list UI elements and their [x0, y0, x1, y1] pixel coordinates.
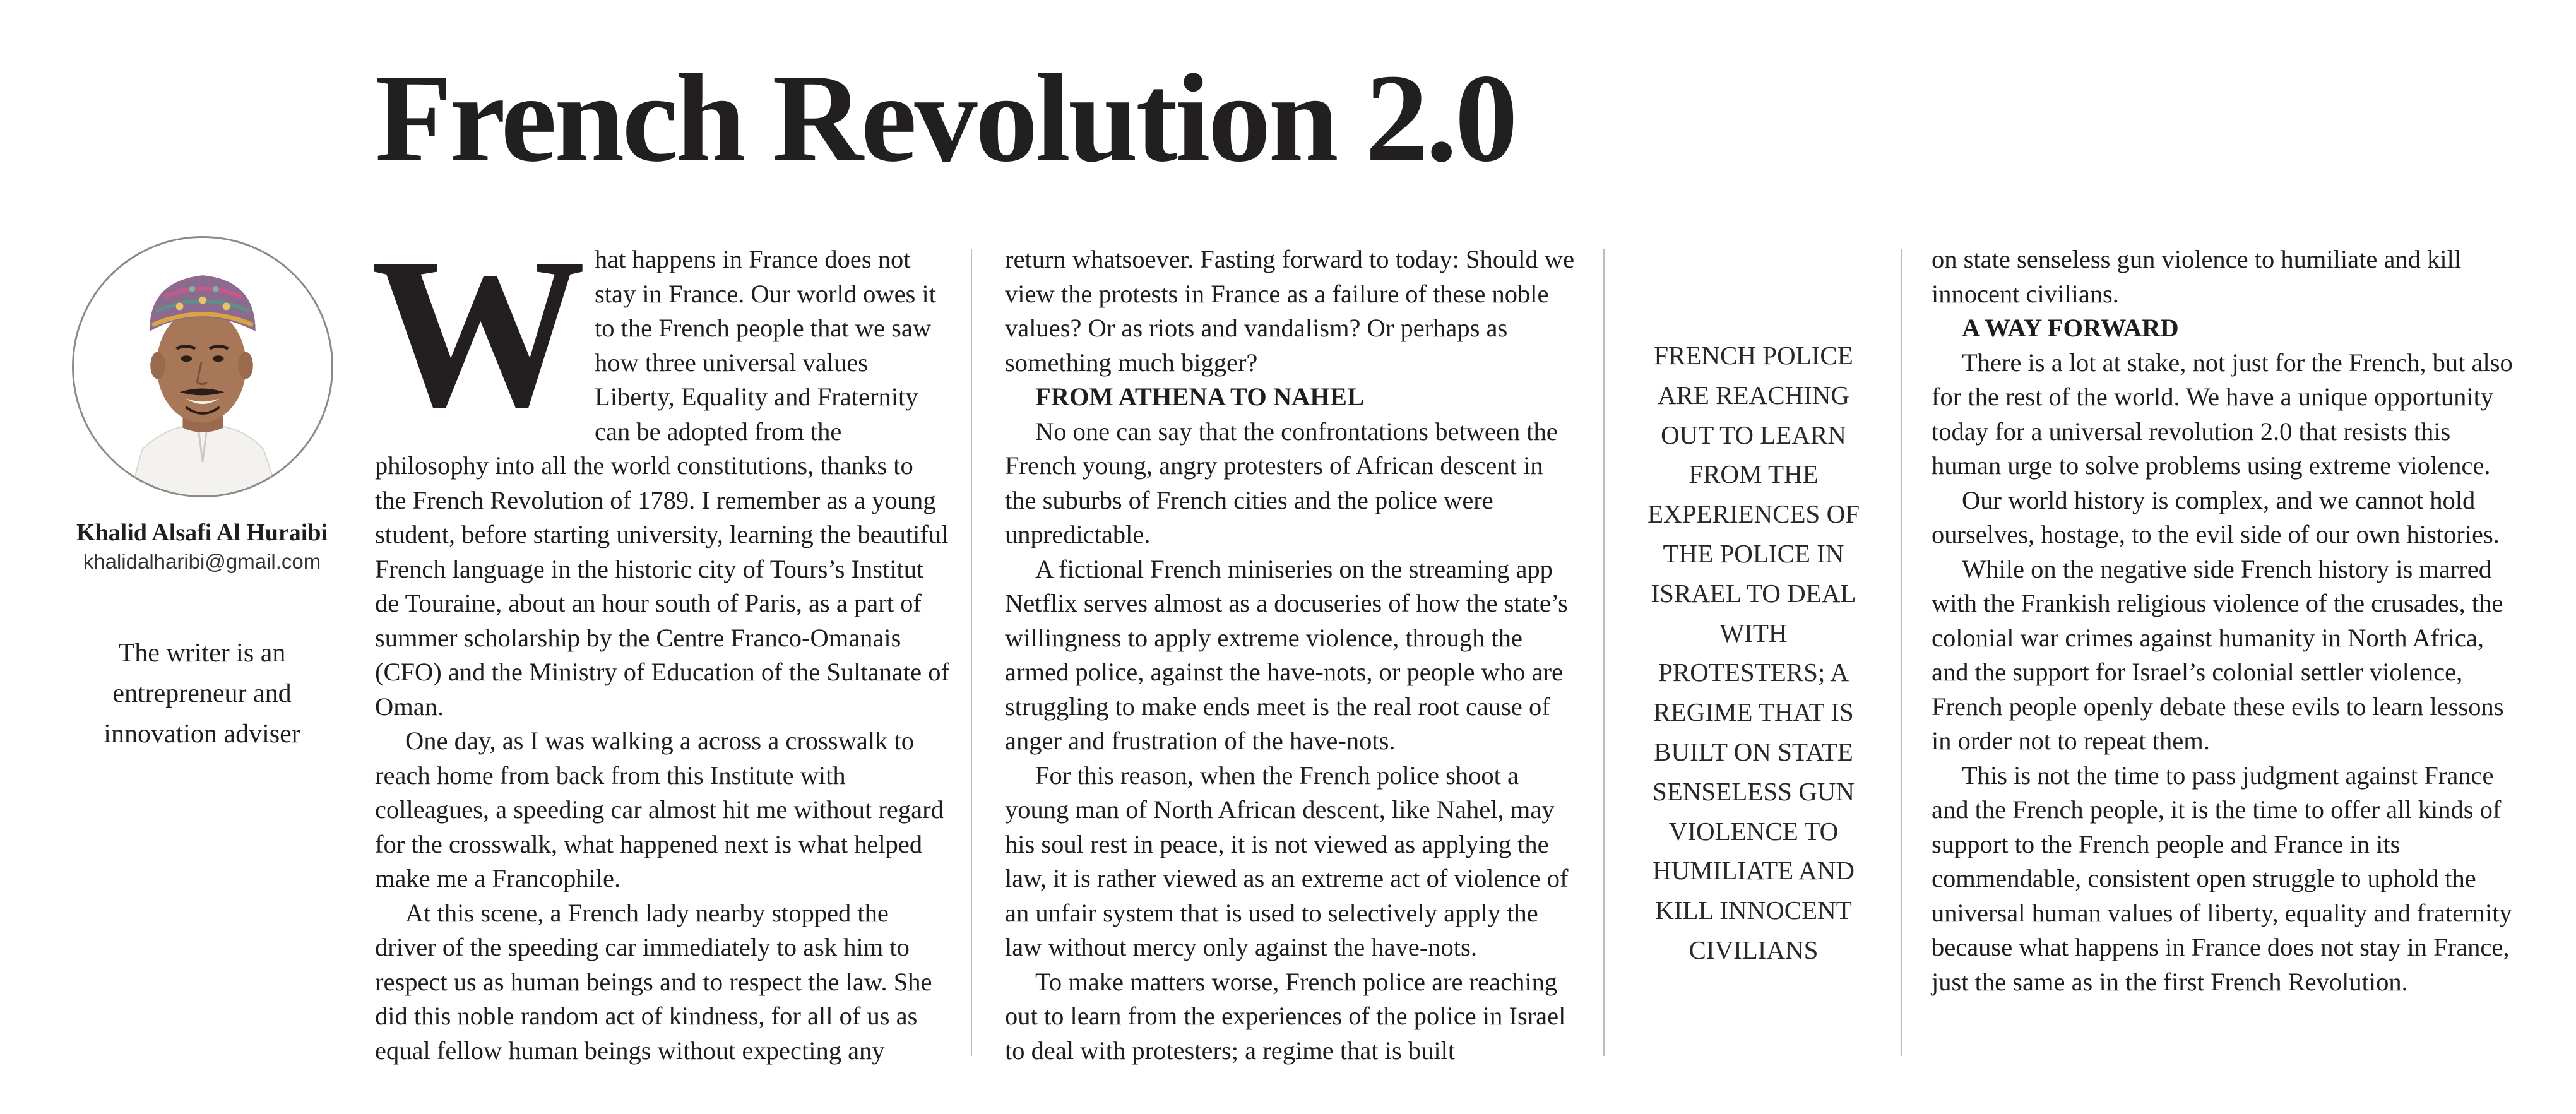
column-divider — [1603, 249, 1605, 1056]
section-heading: FROM ATHENA TO NAHEL — [1035, 382, 1364, 411]
article-paragraph: Our world history is complex, and we cannot hold ourselves, hostage, to the evil side of our own histories. — [1932, 485, 2500, 548]
author-email: khalidalharibi@gmail.com — [83, 550, 321, 573]
article-column-1 — [371, 213, 951, 1068]
column-divider — [1901, 249, 1902, 1056]
headline: French Revolution 2.0 — [375, 49, 1516, 188]
article-paragraph: There is a lot at stake, not just for the French, but also for the rest of the world. We have a unique opportunity today for a universal revolution 2.0 that resists this human urge to solve problems using extreme violence. — [1932, 348, 2513, 480]
article-paragraph: A fictional French miniseries on the streaming app Netflix serves almost as a docuseries of how the state’s willingness to apply extreme violence, through the armed police, against the have-nots, or people who are struggling to make ends meet is the real root cause of anger and frustration of the have-nots. — [1005, 554, 1568, 755]
article-column-2 — [1005, 242, 1578, 1068]
article-paragraph: For this reason, when the French police shoot a young man of North African descent, like Nahel, may his soul rest in peace, it is not viewed as applying the law, it is rather viewed as an extreme act of violence of an unfair system that is used to selectively apply the law without mercy only against the have-nots. — [1005, 761, 1569, 961]
article-column-3 — [1932, 242, 2522, 999]
article-paragraph: This is not the time to pass judgment against France and the French people, it is the time to offer all kinds of support to the French people and France in its commendable, consistent open struggle to uphold the universal human values of liberty, equality and fraternity because what happens in France does not stay in France, just the same as in the first French Revolution. — [1932, 761, 2512, 996]
article-paragraph: At this scene, a French lady nearby stopped the driver of the speeding car immediately to ask him to respect us as human beings and to respect the law. She did this noble random act of kindness, for all of us as equal fellow human beings without expecting any — [375, 898, 932, 1065]
author-photo — [72, 236, 333, 497]
author-bio: The writer is an entrepreneur and innovation adviser — [104, 639, 300, 749]
article-paragraph: on state senseless gun violence to humiliate and kill innocent civilians. — [1932, 245, 2462, 308]
article-paragraph: No one can say that the confrontations between the French young, angry protesters of African descent in the suburbs of French cities and the police were unpredictable. — [1005, 417, 1558, 548]
section-heading: A WAY FORWARD — [1962, 314, 2179, 342]
article-paragraph: One day, as I was walking a across a crosswalk to reach home from back from this Institute with colleagues, a speeding car almost hit me without regard for the crosswalk, what happened next is what helped make me a Francophile. — [375, 726, 944, 892]
column-divider — [971, 249, 972, 1056]
author-portrait-icon — [74, 238, 331, 495]
author-name: Khalid Alsafi Al Huraibi — [76, 519, 328, 546]
drop-cap: W — [371, 213, 586, 451]
article-paragraph: To make matters worse, French police are reaching out to learn from the experiences of the police in Israel to deal with protesters; a regime that is built — [1005, 967, 1566, 1065]
article-paragraph: hat happens in France does not stay in France. Our world owes it to the French people that we saw how three universal values Liberty, Equality and Fraternity can be adopted from the philosophy into all the world constitutions, thanks to the French Revolution of 1789. I remember as a young student, before starting university, learning the beautiful French language in the historic city of Tours’s Institut de Touraine, about an hour south of Paris, as a part of summer scholarship by the Centre Franco-Omanais (CFO) and the Ministry of Education of the Sultanate of Oman. — [375, 245, 949, 721]
article-paragraph: return whatsoever. Fasting forward to today: Should we view the protests in France as a failure of these noble values? Or as riots and vandalism? Or perhaps as something much bigger? — [1005, 245, 1575, 377]
pull-quote: FRENCH POLICE ARE REACHING OUT TO LEARN FROM THE EXPERIENCES OF THE POLICE IN ISRAEL TO DEAL WITH PROTESTERS; A REGIME THAT IS BUILT ON STATE SENSELESS GUN VIOLENCE TO HUMILIATE AND KILL INNOCENT CIVILIANS — [1647, 341, 1860, 964]
article-paragraph: While on the negative side French history is marred with the Frankish religious violence of the crusades, the colonial war crimes against humanity in North Africa, and the support for Israel’s colonial settler violence, French people openly debate these evils to learn lessons in order not to repeat them. — [1932, 554, 2504, 755]
